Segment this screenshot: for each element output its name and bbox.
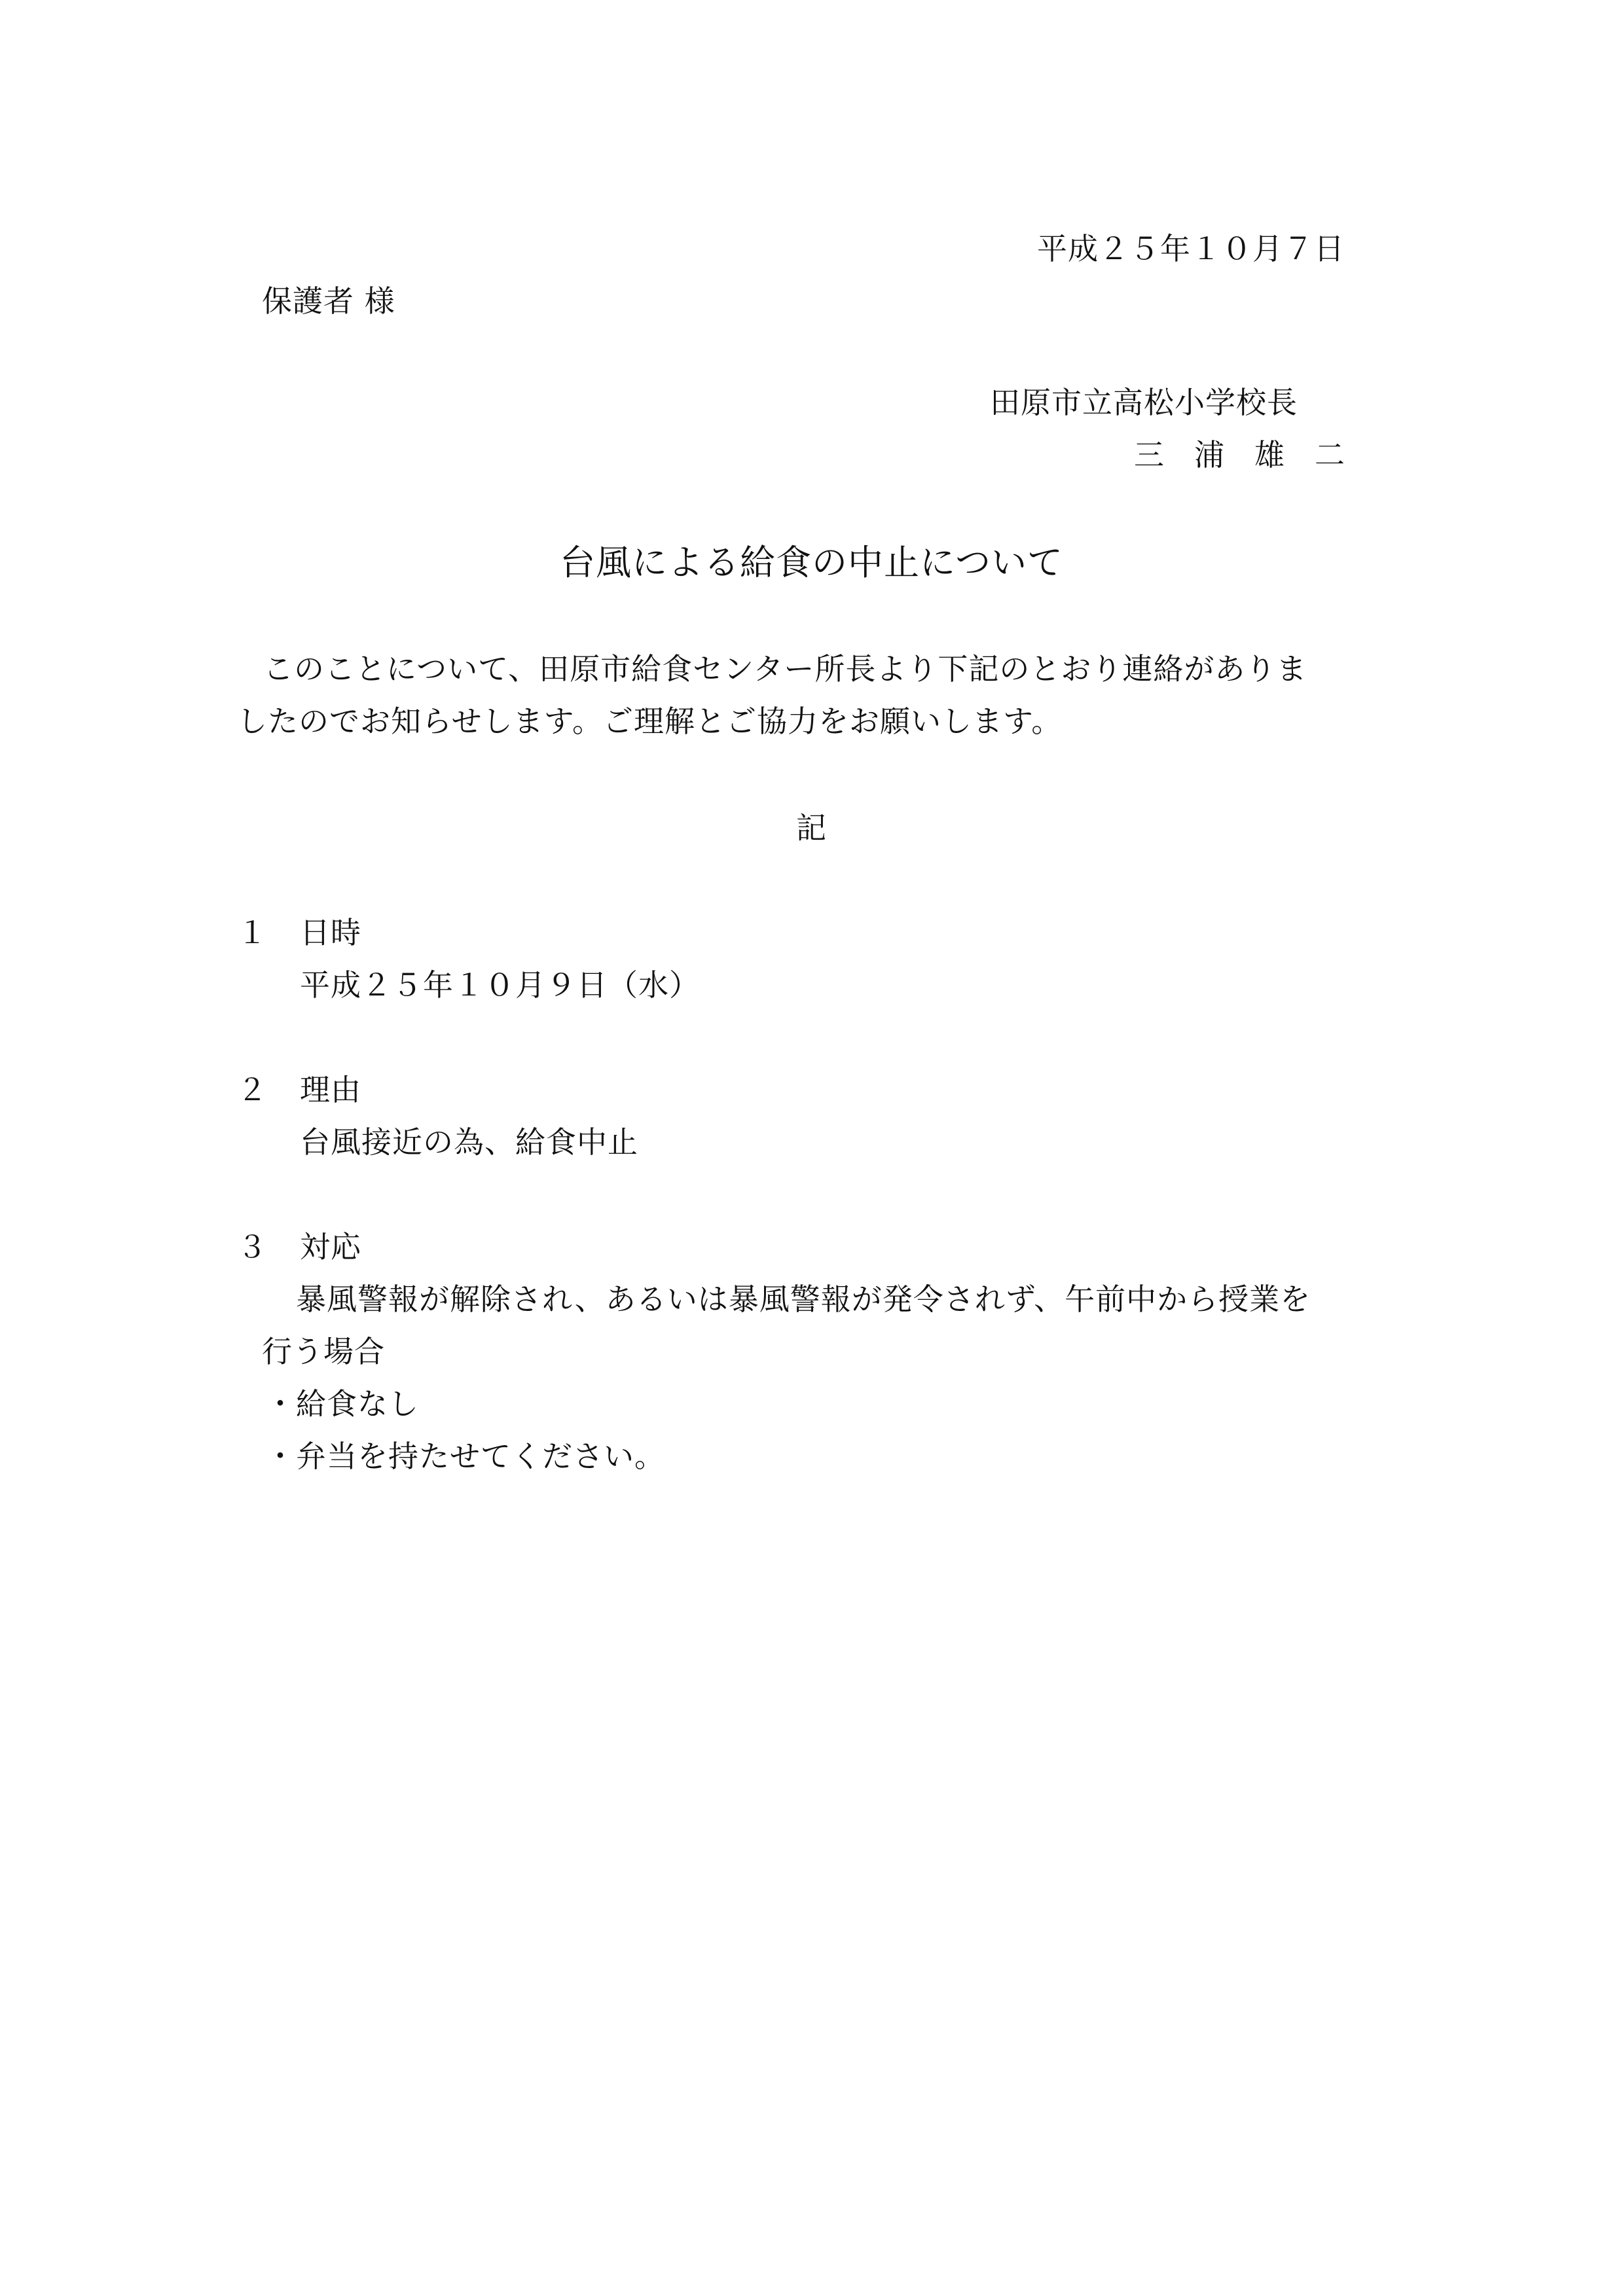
document-date: 平成２５年１０月７日 [1037, 231, 1345, 266]
sender-name: 三 浦 雄 二 [1134, 437, 1345, 473]
sender-organization: 田原市立高松小学校長 [990, 385, 1298, 420]
section-number: ３ [237, 1229, 268, 1265]
ki-heading: 記 [796, 810, 827, 846]
bullet-item: ・弁当を持たせてください。 [265, 1439, 665, 1474]
section-label: 理由 [300, 1072, 361, 1107]
section-label: 日時 [300, 915, 361, 950]
section-text-line: 行う場合 [262, 1334, 385, 1369]
section-number: ２ [237, 1072, 268, 1107]
addressee: 保護者 様 [262, 283, 395, 319]
document-title: 台風による給食の中止について [560, 542, 1063, 583]
section-value: 台風接近の為、給食中止 [300, 1124, 638, 1160]
bullet-item: ・給食なし [265, 1386, 419, 1422]
section-text-line: 暴風警報が解除され、あるいは暴風警報が発令されず、午前中から授業を [296, 1282, 1311, 1317]
body-text-line: したのでお知らせします。ご理解とご協力をお願いします。 [237, 704, 1063, 739]
section-value: 平成２５年１０月９日（水） [300, 967, 700, 1003]
section-number: １ [237, 915, 268, 950]
body-text-line: このことについて、田原市給食センター所長より下記のとおり連絡がありま [263, 651, 1307, 687]
section-label: 対応 [300, 1229, 361, 1265]
